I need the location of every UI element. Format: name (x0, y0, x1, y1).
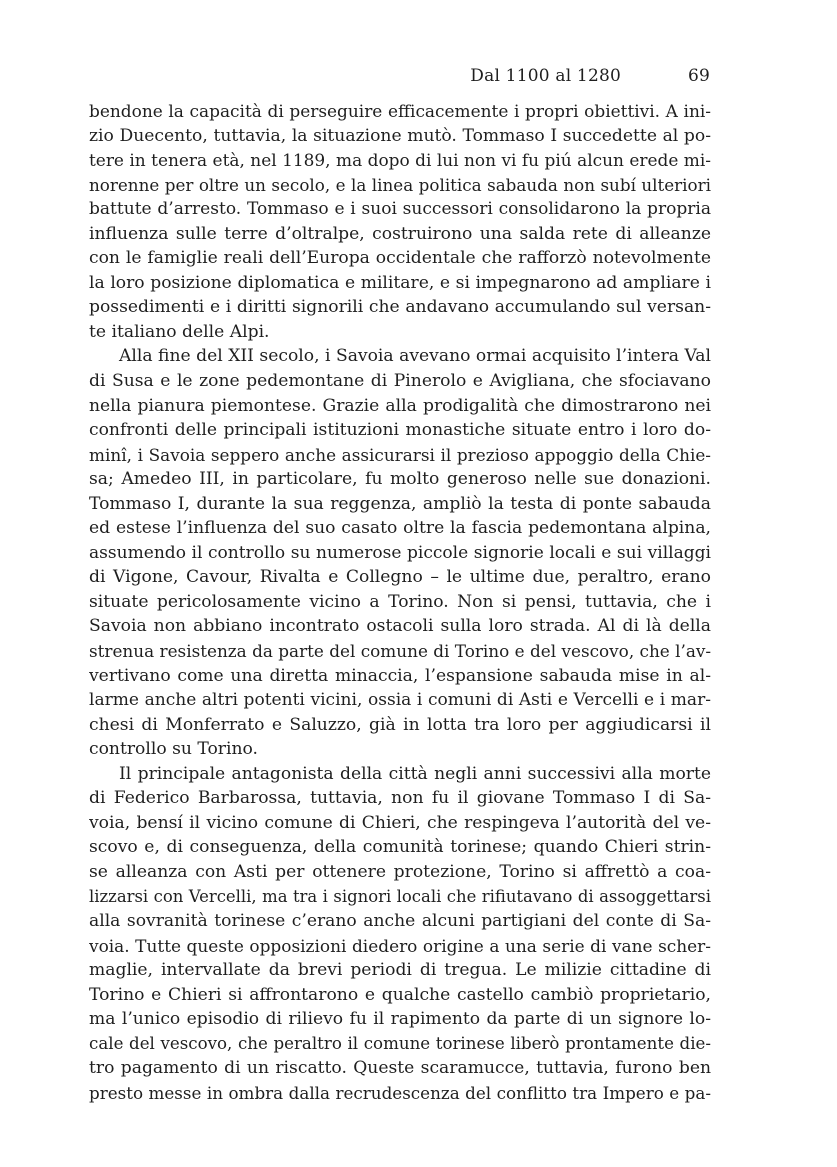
text-line: alla sovranità torinese c’erano anche alcuni partigiani del conte di Sa- (89, 911, 711, 932)
text-line: la loro posizione diplomatica e militare, e si impegnarono ad ampliare i (89, 272, 711, 293)
text-line: Savoia non abbiano incontrato ostacoli sulla loro strada. Al di là della (89, 616, 711, 637)
text-line: minî, i Savoia seppero anche assicurarsi il prezioso appoggio della Chie- (89, 444, 711, 465)
text-line: Alla fine del XII secolo, i Savoia avevano ormai acquisito l’intera Val (119, 346, 711, 367)
text-line: lizzarsi con Vercelli, ma tra i signori locali che rifiutavano di assoggettarsi (89, 886, 711, 906)
text-line: scovo e, di conseguenza, della comunità torinese; quando Chieri strin- (89, 837, 711, 858)
text-line: chesi di Monferrato e Saluzzo, già in lotta tra loro per aggiudicarsi il (89, 714, 711, 735)
text-line: maglie, intervallate da brevi periodi di tregua. Le milizie cittadine di (89, 960, 711, 981)
text-line: Tommaso I, durante la sua reggenza, ampliò la testa di ponte sabauda (89, 493, 711, 514)
text-line: situate pericolosamente vicino a Torino. Non si pensi, tuttavia, che i (89, 591, 711, 612)
text-line: di Federico Barbarossa, tuttavia, non fu il giovane Tommaso I di Sa- (89, 788, 711, 809)
text-line: assumendo il controllo su numerose piccole signorie locali e sui villaggi (89, 542, 711, 563)
text-line: se alleanza con Asti per ottenere protezione, Torino si affrettò a coa- (89, 861, 711, 882)
text-line: ed estese l’influenza del suo casato oltre la fascia pedemontana alpina, (89, 518, 711, 539)
text-line: presto messe in ombra dalla recrudescenza del conflitto tra Impero e pa- (89, 1082, 711, 1103)
body-text (89, 99, 711, 1105)
text-line: battute d’arresto. Tommaso e i suoi successori consolidarono la propria (89, 199, 711, 220)
text-line: confronti delle principali istituzioni monastiche situate entro i loro do- (89, 420, 711, 441)
text-line: controllo su Torino. (89, 739, 258, 760)
text-line: zio Duecento, tuttavia, la situazione mutò. Tommaso I succedette al po- (89, 125, 711, 146)
page-number: 69 (687, 66, 710, 86)
text-line: larme anche altri potenti vicini, ossia i comuni di Asti e Vercelli e i mar- (89, 690, 711, 711)
text-line: ma l’unico episodio di rilievo fu il rapimento da parte di un signore lo- (89, 1009, 711, 1030)
text-line: tere in tenera età, nel 1189, ma dopo di lui non vi fu piú alcun erede mi- (89, 150, 711, 171)
text-line: di Susa e le zone pedemontane di Pinerolo e Avigliana, che sfociavano (89, 371, 711, 392)
text-line: con le famiglie reali dell’Europa occidentale che rafforzò notevolmente (89, 248, 711, 269)
running-header (90, 66, 710, 86)
text-line: bendone la capacità di perseguire efficacemente i propri obiettivi. A ini- (89, 101, 711, 121)
text-line: di Vigone, Cavour, Rivalta e Collegno – le ultime due, peraltro, erano (89, 567, 711, 588)
text-line: cale del vescovo, che peraltro il comune torinese liberò prontamente die- (89, 1033, 711, 1053)
text-line: norenne per oltre un secolo, e la linea politica sabauda non subí ulteriori (89, 174, 711, 195)
text-line: possedimenti e i diritti signorili che andavano accumulando sul versan- (89, 297, 711, 318)
text-line: Il principale antagonista della città negli anni successivi alla morte (119, 763, 711, 784)
text-line: nella pianura piemontese. Grazie alla prodigalità che dimostrarono nei (89, 395, 711, 416)
text-line: Torino e Chieri si affrontarono e qualche castello cambiò proprietario, (89, 984, 711, 1005)
text-line: tro pagamento di un riscatto. Queste scaramucce, tuttavia, furono ben (89, 1058, 711, 1079)
text-line: influenza sulle terre d’oltralpe, costruirono una salda rete di alleanze (89, 223, 711, 244)
text-line: sa; Amedeo III, in particolare, fu molto generoso nelle sue donazioni. (89, 469, 711, 490)
text-line: voia, bensí il vicino comune di Chieri, che respingeva l’autorità del ve- (89, 812, 711, 833)
running-title: Dal 1100 al 1280 (470, 66, 621, 86)
paragraph-2 (89, 344, 711, 761)
text-line: voia. Tutte queste opposizioni diedero origine a una serie di vane scher- (89, 935, 711, 956)
text-line: vertivano come una diretta minaccia, l’espansione sabauda mise in al- (89, 665, 711, 686)
text-line: strenua resistenza da parte del comune di Torino e del vescovo, che l’av- (89, 641, 711, 662)
paragraph-1 (89, 99, 711, 344)
paragraph-3 (89, 762, 711, 1106)
text-line: te italiano delle Alpi. (89, 321, 270, 342)
